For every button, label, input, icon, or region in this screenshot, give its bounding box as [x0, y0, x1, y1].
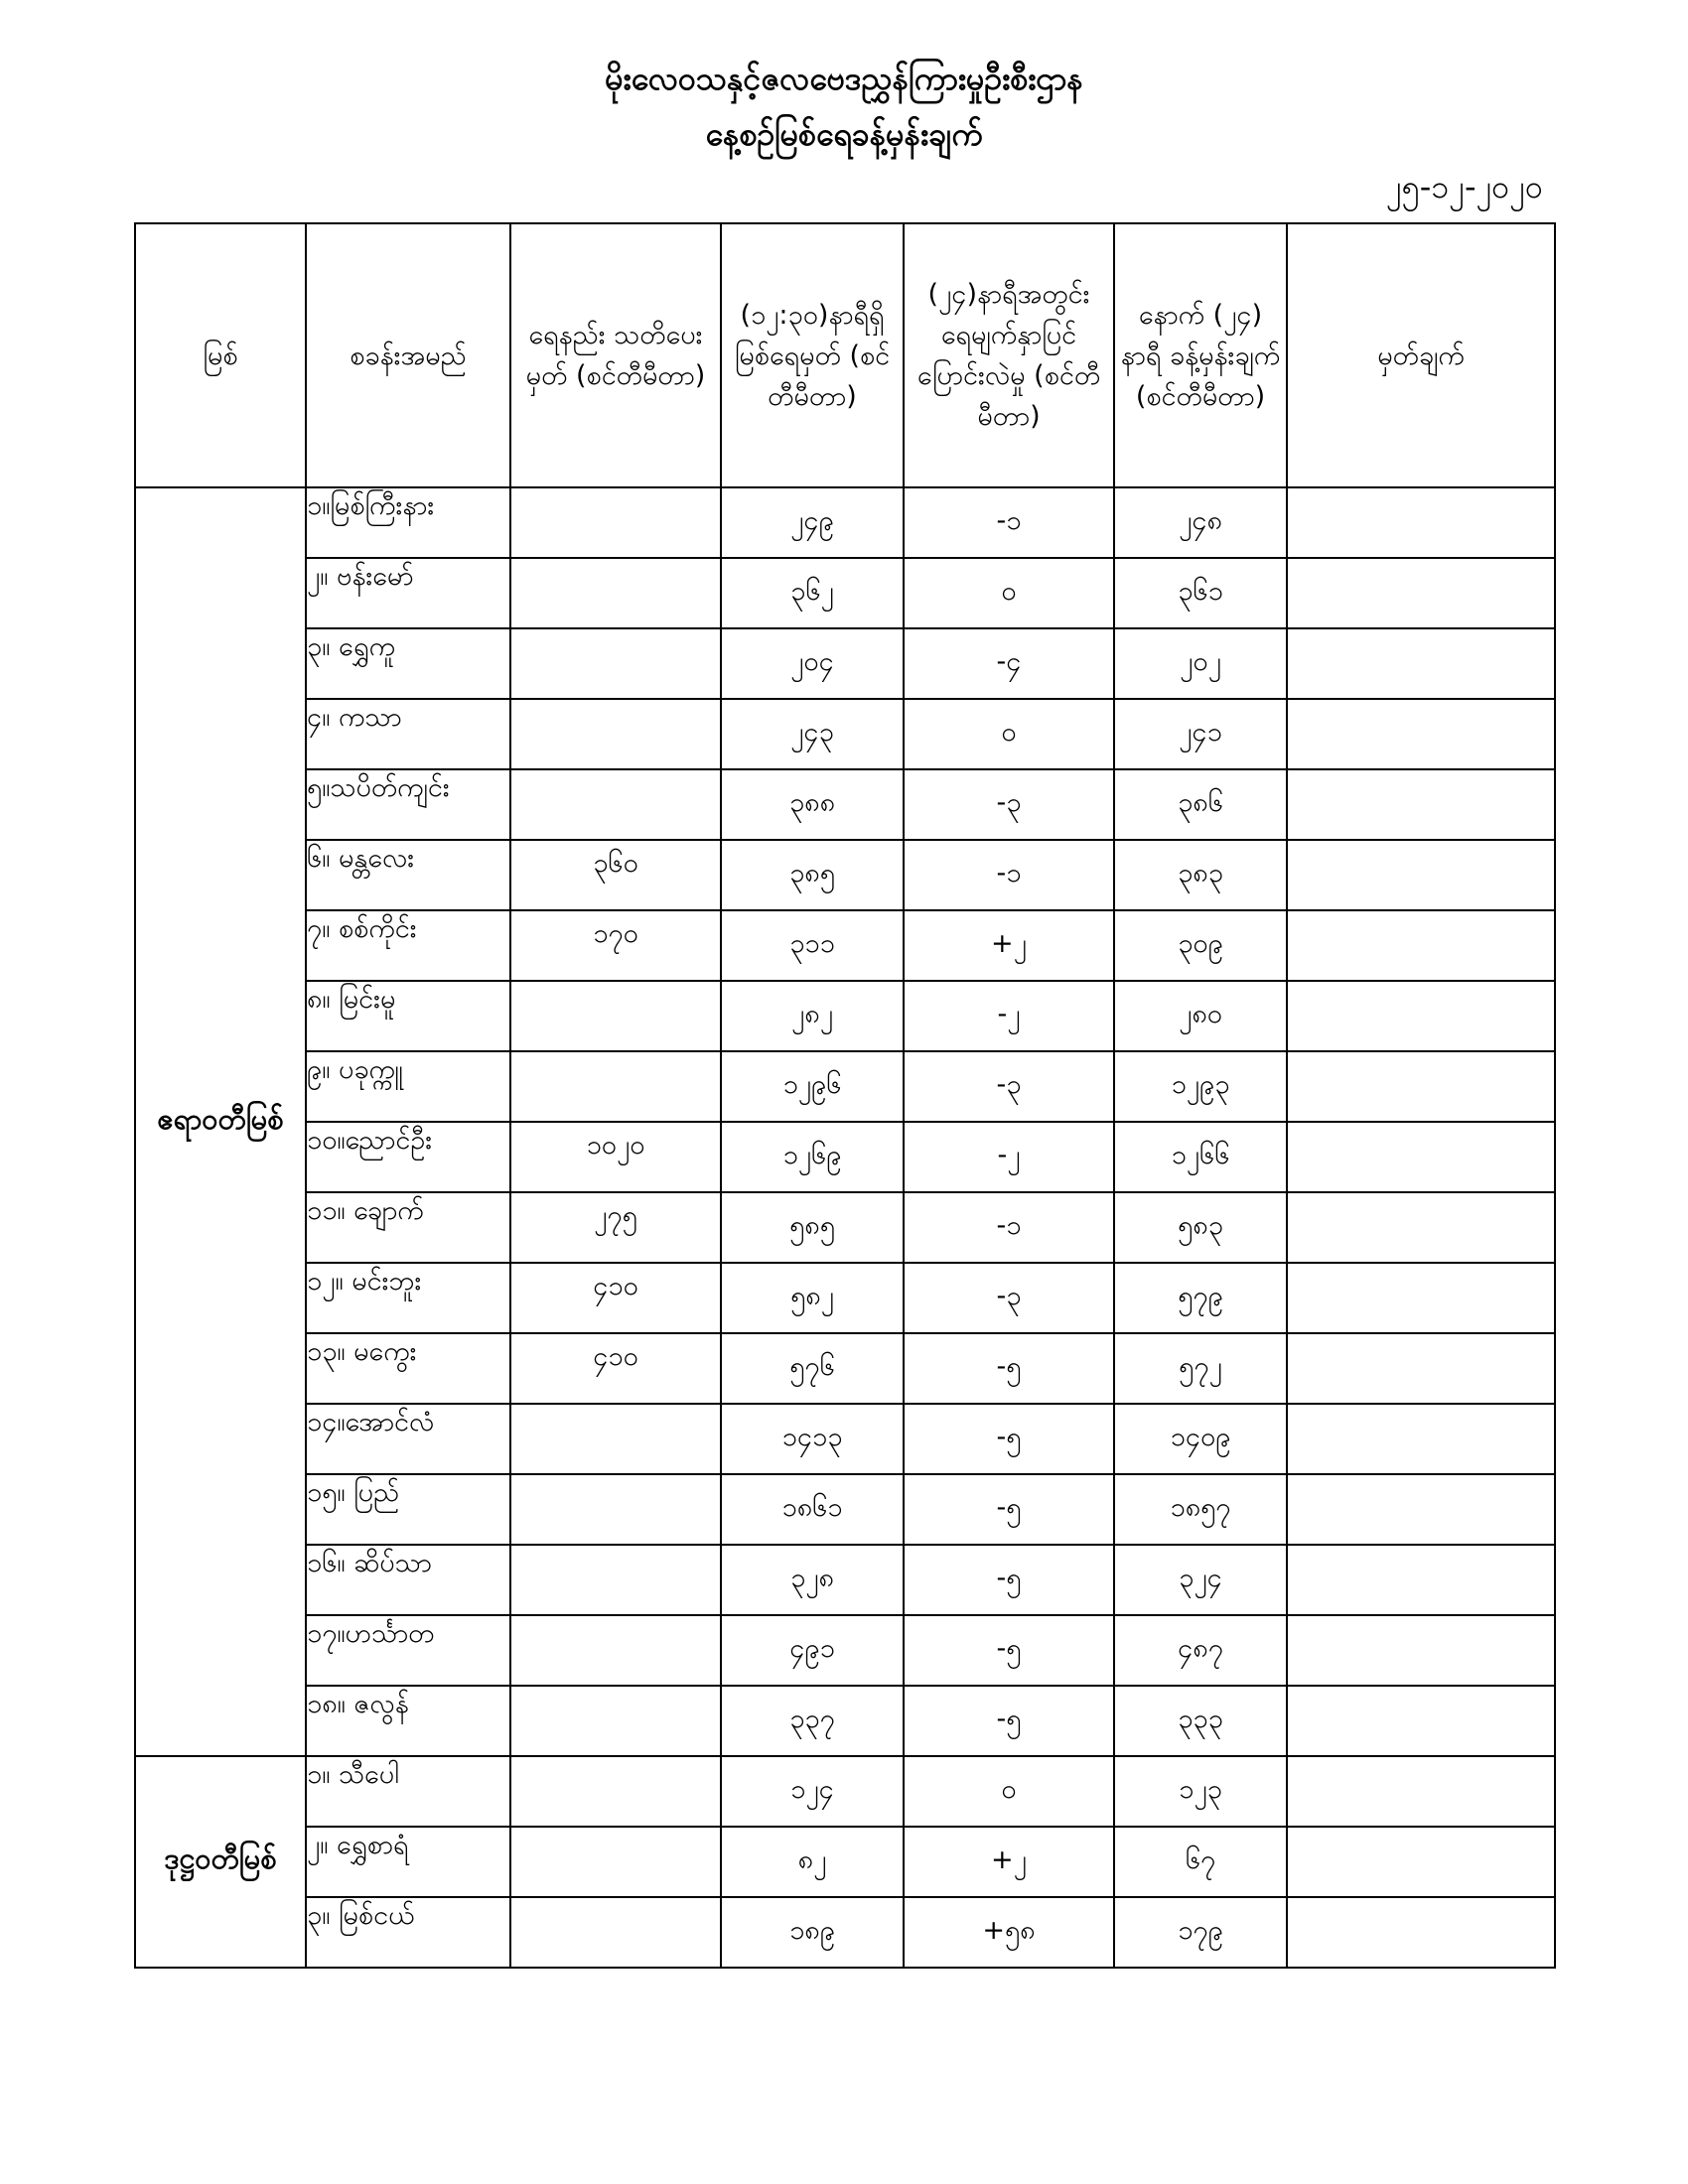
warning-level-cell	[510, 1827, 721, 1897]
warning-level-cell	[510, 769, 721, 840]
warning-level-cell	[510, 1192, 721, 1263]
remarks-cell	[1287, 1756, 1555, 1827]
water-level-cell: ၃၈၈	[721, 769, 904, 840]
station-name-cell: ၈။ မြင်းမူ	[306, 981, 510, 1051]
level-change-cell: +၂	[904, 1827, 1114, 1897]
water-level-cell: ၁၈၉	[721, 1897, 904, 1968]
water-level-cell: ၃၁၁	[721, 910, 904, 981]
level-change-cell: -၃	[904, 769, 1114, 840]
warning-level-cell-value: ၁၇၀	[593, 917, 638, 949]
station-name-cell: ၂။ ဗန်းမော်	[306, 558, 510, 628]
level-change-cell: ၀	[904, 1756, 1114, 1827]
warning-level-cell-value: ၂၇၅	[594, 1199, 637, 1231]
warning-level-cell	[510, 1474, 721, 1545]
water-level-cell: ၃၃၇	[721, 1686, 904, 1756]
table-row	[135, 1333, 1555, 1404]
water-level-cell: ၁၂၄	[721, 1756, 904, 1827]
table-row	[135, 1192, 1555, 1263]
station-name-cell: ၇။ စစ်ကိုင်း	[306, 910, 510, 981]
column-header-change: (၂၄)နာရီအတွင်း ရေမျက်နှာပြင် ပြောင်းလဲမှု (စင်တီမီတာ)	[904, 223, 1114, 487]
station-name-cell: ၉။ ပခုက္ကူ	[306, 1051, 510, 1122]
water-level-cell: ၅၈၂	[721, 1263, 904, 1333]
forecast-cell: ၅၈၃	[1114, 1192, 1287, 1263]
warning-level-cell	[510, 628, 721, 699]
table-row	[135, 487, 1555, 558]
warning-level-cell	[510, 1615, 721, 1686]
remarks-cell	[1287, 840, 1555, 910]
warning-level-cell	[510, 487, 721, 558]
forecast-cell: ၂၈၀	[1114, 981, 1287, 1051]
water-level-cell: ၄၉၁	[721, 1615, 904, 1686]
column-header-remarks: မှတ်ချက်	[1287, 223, 1555, 487]
warning-level-cell	[510, 1404, 721, 1474]
river-name-cell: ဒုဋ္ဌဝတီမြစ်	[135, 1756, 306, 1968]
level-change-cell: -၅	[904, 1333, 1114, 1404]
station-name-cell: ၁၆။ ဆိပ်သာ	[306, 1545, 510, 1615]
forecast-cell: ၂၄၁	[1114, 699, 1287, 769]
water-level-cell: ၂၈၂	[721, 981, 904, 1051]
warning-level-cell	[510, 1545, 721, 1615]
level-change-cell: -၅	[904, 1545, 1114, 1615]
forecast-cell: ၂၄၈	[1114, 487, 1287, 558]
station-name-cell: ၁၈။ ဇလွန်	[306, 1686, 510, 1756]
level-change-cell: -၅	[904, 1474, 1114, 1545]
level-change-cell: -၃	[904, 1051, 1114, 1122]
remarks-cell	[1287, 1192, 1555, 1263]
station-name-cell: ၆။ မန္တလေး	[306, 840, 510, 910]
table-row	[135, 769, 1555, 840]
table-row	[135, 1122, 1555, 1192]
water-level-cell: ၁၈၆၁	[721, 1474, 904, 1545]
table-row	[135, 1474, 1555, 1545]
station-name-cell: ၁။မြစ်ကြီးနား	[306, 487, 510, 558]
table-row	[135, 699, 1555, 769]
level-change-cell: -၁	[904, 1192, 1114, 1263]
warning-level-cell	[510, 1897, 721, 1968]
column-header-station: စခန်းအမည်	[306, 223, 510, 487]
station-name-cell: ၃။ ရွှေကူ	[306, 628, 510, 699]
remarks-cell	[1287, 628, 1555, 699]
level-change-cell: -၂	[904, 981, 1114, 1051]
level-change-cell: +၂	[904, 910, 1114, 981]
remarks-cell	[1287, 487, 1555, 558]
forecast-cell: ၁၇၉	[1114, 1897, 1287, 1968]
forecast-cell: ၅၇၂	[1114, 1333, 1287, 1404]
table-row	[135, 1686, 1555, 1756]
forecast-cell: ၁၂၆၆	[1114, 1122, 1287, 1192]
station-name-cell: ၁၄။အောင်လံ	[306, 1404, 510, 1474]
report-title: နေ့စဉ်မြစ်ရေခန့်မှန်းချက်	[705, 115, 983, 153]
level-change-cell: -၅	[904, 1404, 1114, 1474]
table-row	[135, 1897, 1555, 1968]
remarks-cell	[1287, 1897, 1555, 1968]
station-name-cell: ၁၀။ညောင်ဦး	[306, 1122, 510, 1192]
report-date: ၂၅-၁၂-၂၀၂၀	[1386, 168, 1543, 205]
level-change-cell: -၃	[904, 1263, 1114, 1333]
table-row	[135, 1051, 1555, 1122]
warning-level-cell	[510, 558, 721, 628]
forecast-cell: ၅၇၉	[1114, 1263, 1287, 1333]
remarks-cell	[1287, 1263, 1555, 1333]
forecast-cell: ၃၀၉	[1114, 910, 1287, 981]
forecast-cell: ၃၆၁	[1114, 558, 1287, 628]
warning-level-cell-value: ၄၁၀	[593, 1340, 638, 1372]
remarks-cell	[1287, 981, 1555, 1051]
table-row	[135, 1263, 1555, 1333]
remarks-cell	[1287, 1545, 1555, 1615]
forecast-cell: ၁၈၅၇	[1114, 1474, 1287, 1545]
water-level-cell: ၅၈၅	[721, 1192, 904, 1263]
warning-level-cell	[510, 699, 721, 769]
warning-level-cell	[510, 1756, 721, 1827]
forecast-cell: ၃၂၄	[1114, 1545, 1287, 1615]
department-title: မိုးလေဝသနှင့်ဇလဗေဒညွှန်ကြားမှုဦးစီးဌာန	[605, 60, 1083, 97]
warning-level-cell	[510, 910, 721, 981]
forecast-cell: ၄၈၇	[1114, 1615, 1287, 1686]
forecast-cell: ၃၈၆	[1114, 769, 1287, 840]
column-header-water-level: (၁၂:၃၀)နာရီရှိ မြစ်ရေမှတ် (စင်တီမီတာ)	[721, 223, 904, 487]
forecast-cell: ၁၂၃	[1114, 1756, 1287, 1827]
level-change-cell: -၁	[904, 840, 1114, 910]
station-name-cell: ၅။သပိတ်ကျင်း	[306, 769, 510, 840]
warning-level-cell-value: ၄၁၀	[593, 1270, 638, 1301]
table-body	[135, 487, 1555, 1968]
remarks-cell	[1287, 1051, 1555, 1122]
forecast-cell: ၁၄၀၉	[1114, 1404, 1287, 1474]
warning-level-cell	[510, 981, 721, 1051]
warning-level-cell	[510, 1333, 721, 1404]
table-row	[135, 628, 1555, 699]
river-name-cell: ဧရာဝတီမြစ်	[135, 487, 306, 1756]
forecast-cell: ၃၃၃	[1114, 1686, 1287, 1756]
water-level-cell: ၂၄၉	[721, 487, 904, 558]
station-name-cell: ၄။ ကသာ	[306, 699, 510, 769]
remarks-cell	[1287, 1827, 1555, 1897]
forecast-cell: ၂၀၂	[1114, 628, 1287, 699]
forecast-cell: ၃၈၃	[1114, 840, 1287, 910]
level-change-cell: ၀	[904, 699, 1114, 769]
table-row	[135, 1827, 1555, 1897]
level-change-cell: -၁	[904, 487, 1114, 558]
water-level-cell: ၈၂	[721, 1827, 904, 1897]
table-row	[135, 1756, 1555, 1827]
water-level-cell: ၂၀၄	[721, 628, 904, 699]
warning-level-cell	[510, 1263, 721, 1333]
warning-level-cell	[510, 1051, 721, 1122]
water-level-cell: ၅၇၆	[721, 1333, 904, 1404]
table-row	[135, 558, 1555, 628]
remarks-cell	[1287, 1615, 1555, 1686]
level-change-cell: -၂	[904, 1122, 1114, 1192]
table-row	[135, 1404, 1555, 1474]
water-level-cell: ၁၄၁၃	[721, 1404, 904, 1474]
water-level-cell: ၁၂၉၆	[721, 1051, 904, 1122]
station-name-cell: ၁။ သီပေါ	[306, 1756, 510, 1827]
station-name-cell: ၁၂။ မင်းဘူး	[306, 1263, 510, 1333]
table-row	[135, 1615, 1555, 1686]
warning-level-cell	[510, 840, 721, 910]
warning-level-cell-value: ၁၀၂၀	[586, 1129, 645, 1160]
forecast-cell: ၆၇	[1114, 1827, 1287, 1897]
column-header-warning-level: ရေနည်း သတိပေးမှတ် (စင်တီမီတာ)	[510, 223, 721, 487]
water-level-cell: ၂၄၃	[721, 699, 904, 769]
station-name-cell: ၁၅။ ပြည်	[306, 1474, 510, 1545]
level-change-cell: -၅	[904, 1686, 1114, 1756]
table-row	[135, 910, 1555, 981]
remarks-cell	[1287, 1404, 1555, 1474]
water-level-cell: ၃၂၈	[721, 1545, 904, 1615]
remarks-cell	[1287, 1474, 1555, 1545]
station-name-cell: ၁၃။ မကွေး	[306, 1333, 510, 1404]
table-row	[135, 840, 1555, 910]
remarks-cell	[1287, 1333, 1555, 1404]
column-header-river: မြစ်	[135, 223, 306, 487]
table-row	[135, 981, 1555, 1051]
level-change-cell: -၅	[904, 1615, 1114, 1686]
remarks-cell	[1287, 1686, 1555, 1756]
water-level-cell: ၃၈၅	[721, 840, 904, 910]
remarks-cell	[1287, 558, 1555, 628]
forecast-cell: ၁၂၉၃	[1114, 1051, 1287, 1122]
remarks-cell	[1287, 699, 1555, 769]
station-name-cell: ၂။ ရွှေစာရံ	[306, 1827, 510, 1897]
warning-level-cell	[510, 1122, 721, 1192]
warning-level-cell-value: ၃၆၀	[593, 847, 638, 879]
remarks-cell	[1287, 1122, 1555, 1192]
river-forecast-table	[134, 222, 1556, 1969]
station-name-cell: ၃။ မြစ်ငယ်	[306, 1897, 510, 1968]
level-change-cell: ၀	[904, 558, 1114, 628]
header-row	[135, 223, 1555, 487]
station-name-cell: ၁၇။ဟင်္သာတ	[306, 1615, 510, 1686]
station-name-cell: ၁၁။ ချောက်	[306, 1192, 510, 1263]
column-header-forecast: နောက် (၂၄) နာရီ ခန့်မှန်းချက် (စင်တီမီတာ)	[1114, 223, 1287, 487]
level-change-cell: +၅၈	[904, 1897, 1114, 1968]
remarks-cell	[1287, 910, 1555, 981]
level-change-cell: -၄	[904, 628, 1114, 699]
remarks-cell	[1287, 769, 1555, 840]
water-level-cell: ၁၂၆၉	[721, 1122, 904, 1192]
water-level-cell: ၃၆၂	[721, 558, 904, 628]
warning-level-cell	[510, 1686, 721, 1756]
table-row	[135, 1545, 1555, 1615]
